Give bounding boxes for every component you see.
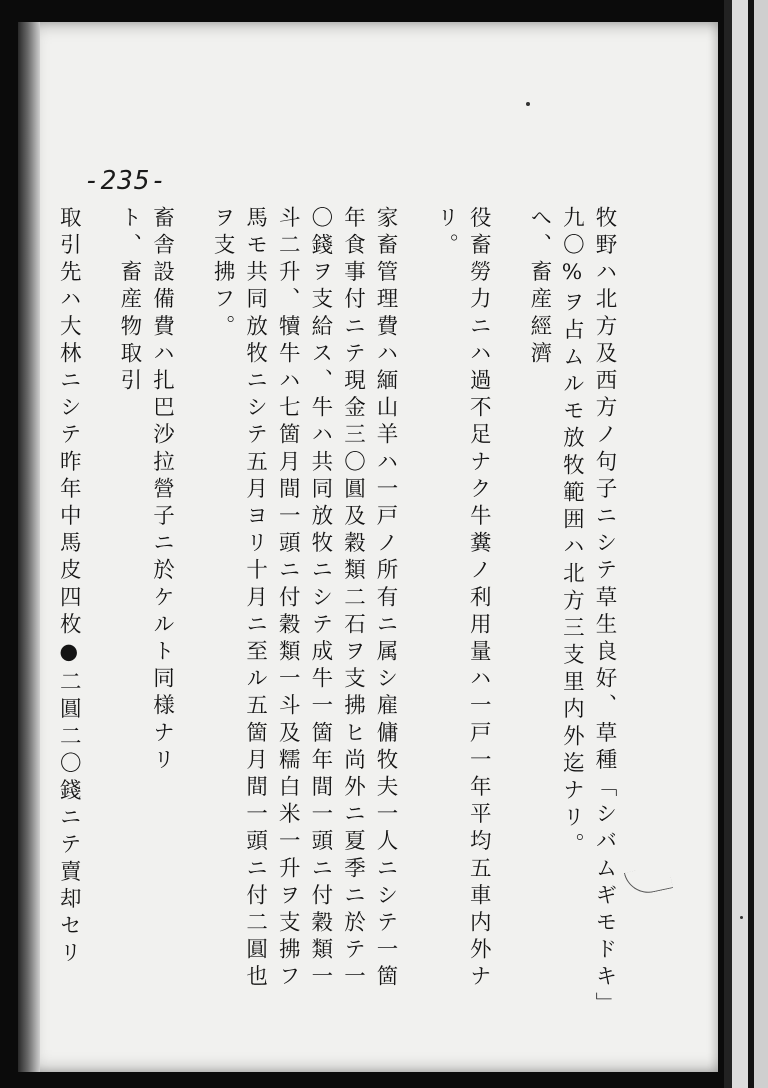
page-number: -235- xyxy=(84,166,168,196)
text-column: ヲ支拂フ。 xyxy=(210,206,236,342)
text-column: 役畜勞力ニハ過不足ナク牛糞ノ利用量ハ一戸一年平均五車内外ナ xyxy=(466,206,492,992)
section-heading: へ、畜産經濟 xyxy=(526,206,552,369)
text-column: 馬モ共同放牧ニシテ五月ヨリ十月ニ至ル五箇月間一頭ニ付二圓也 xyxy=(242,206,268,992)
section-heading: ト、畜産物取引 xyxy=(116,206,142,396)
text-column: 〇錢ヲ支給ス、牛ハ共同放牧ニシテ成牛一箇年間一頭ニ付穀類一 xyxy=(307,206,333,992)
text-column: 家畜管理費ハ緬山羊ハ一戸ノ所有ニ属シ雇傭牧夫一人ニシテ一箇 xyxy=(373,206,399,992)
text-column: 牧野ハ北方及西方ノ句子ニシテ草生良好、草種「シバムギモドキ」 xyxy=(592,206,617,1019)
text-column: 畜舎設備費ハ扎巴沙拉營子ニ於ケルト同様ナリ xyxy=(149,206,175,776)
ink-speck xyxy=(740,916,743,919)
adjacent-page-edge xyxy=(724,0,768,1088)
text-column: 斗二升、犢牛ハ七箇月間一頭ニ付穀類一斗及糯白米一升ヲ支拂フ xyxy=(275,206,301,992)
page-binding-edge xyxy=(18,22,40,1072)
ink-speck xyxy=(526,102,530,106)
text-column: リ。 xyxy=(433,206,459,261)
vertical-text-body xyxy=(56,206,648,1019)
text-column: 取引先ハ大林ニシテ昨年中馬皮四枚●二圓二〇錢ニテ賣却セリ xyxy=(56,206,82,969)
text-column: 年食事付ニテ現金三〇圓及穀類二石ヲ支拂ヒ尚外ニ夏季ニ於テ一 xyxy=(340,206,366,992)
text-column: 九〇%ヲ占ムルモ放牧範囲ハ北方三支里内外迄ナリ。 xyxy=(559,206,585,860)
